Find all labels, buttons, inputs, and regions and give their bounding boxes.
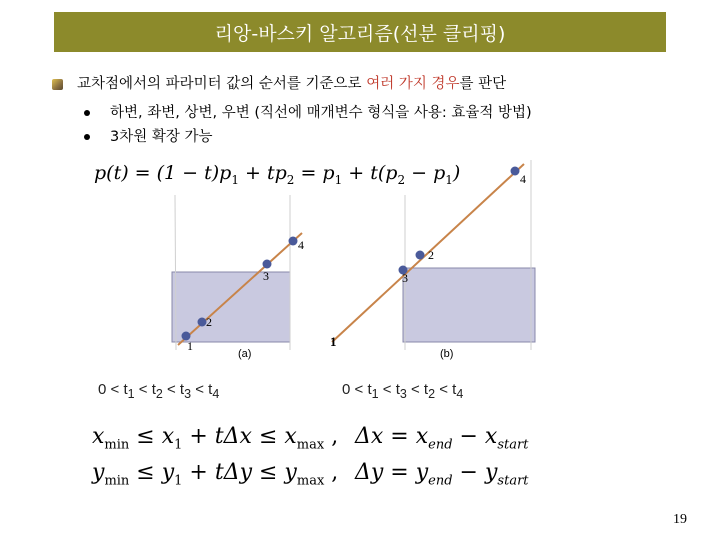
caption-a: (a): [238, 348, 252, 360]
eq-sub: 2: [397, 173, 406, 187]
main-bullet-text-before: 교차점에서의 파라미터 값의 순서를 기준으로: [77, 76, 367, 92]
eq-dy-sub: start: [497, 473, 529, 489]
point-a-4: [289, 237, 298, 246]
order-b-lt: <: [382, 381, 392, 398]
main-bullet-highlight: 여러 가지 경우: [366, 76, 460, 92]
order-a-lt: <: [166, 381, 176, 398]
order-b-t: t: [452, 381, 457, 398]
sub-bullet-dot-icon: [84, 110, 90, 116]
eq-sub: 1: [334, 173, 343, 187]
y-delta-equation: [355, 460, 529, 488]
eq-sub: 2: [286, 173, 295, 187]
eq-dx-sub: start: [497, 437, 529, 453]
order-b-t: t: [423, 381, 429, 398]
order-a-t: t: [123, 381, 128, 398]
sub-bullet-2: [84, 125, 213, 146]
point-b-2: [416, 251, 425, 260]
order-a: [98, 381, 219, 401]
label-b-3: 3: [402, 271, 408, 285]
order-a-sub: 3: [184, 387, 192, 401]
eq-dy-sub: end: [428, 473, 453, 489]
sub-bullet-1: [84, 101, 532, 122]
order-a-t: t: [208, 381, 213, 398]
eq-y-part: ≤ y: [129, 460, 175, 485]
clip-window-b: [403, 268, 535, 342]
eq-y-sub: max: [296, 473, 325, 489]
eq-sub: 1: [231, 173, 239, 187]
eq-dx-part: − x: [452, 424, 498, 449]
order-a-sub: 4: [212, 387, 220, 401]
eq-y-var: y: [92, 460, 105, 485]
order-b: [342, 381, 463, 401]
label-b-4: 4: [520, 172, 526, 186]
order-a-zero: 0: [98, 381, 107, 398]
x-constraint-equation: [92, 424, 338, 452]
order-b-sub: 3: [399, 387, 407, 401]
eq-x-sub: 1: [174, 437, 183, 453]
eq-part: + tp: [238, 162, 287, 184]
eq-dy-part: − y: [452, 460, 498, 485]
sub-bullet-dot-icon: [84, 134, 90, 140]
order-b-t: t: [367, 381, 372, 398]
order-a-sub: 2: [155, 387, 163, 401]
bullet-marker-icon: [52, 79, 63, 90]
clipping-figure: [80, 150, 540, 372]
eq-part: = p: [294, 162, 335, 184]
order-b-zero: 0: [342, 381, 351, 398]
point-a-3: [263, 260, 272, 269]
order-a-sub: 1: [127, 387, 135, 401]
label-b-2: 2: [428, 248, 434, 262]
sub-bullet-2-text: 3차원 확장 가능: [110, 129, 213, 145]
eq-y-sub: min: [104, 473, 130, 489]
caption-b: (b): [440, 348, 454, 360]
eq-x-sub: max: [296, 437, 325, 453]
eq-y-sub: 1: [174, 473, 183, 489]
order-b-sub: 4: [456, 387, 464, 401]
eq-part: − p: [405, 162, 446, 184]
eq-part: p(t) = (1 − t)p: [94, 162, 232, 184]
y-constraint-equation: [92, 460, 338, 488]
order-b-lt: <: [354, 381, 364, 398]
eq-dy-part: Δy = y: [355, 460, 429, 485]
eq-y-part: + tΔy ≤ y: [182, 460, 297, 485]
clip-window-a: [172, 272, 290, 342]
point-b-4: [511, 167, 520, 176]
main-bullet-text-after: 를 판단: [459, 76, 507, 92]
label-a-4: 4: [298, 238, 304, 252]
order-b-sub: 2: [428, 387, 436, 401]
order-b-lt: <: [410, 381, 420, 398]
eq-x-comma: ,: [324, 424, 339, 449]
order-b-lt: <: [439, 381, 448, 398]
eq-part: ): [452, 162, 461, 184]
eq-part: + t(p: [342, 162, 398, 184]
page-number: 19: [673, 512, 687, 527]
eq-sub: 1: [445, 173, 453, 187]
eq-x-sub: min: [104, 437, 130, 453]
parametric-equation: [94, 162, 460, 187]
order-a-t: t: [151, 381, 156, 398]
eq-y-comma: ,: [324, 460, 339, 485]
order-b-t: t: [395, 381, 400, 398]
eq-x-part: ≤ x: [129, 424, 175, 449]
label-a-3: 3: [263, 269, 269, 283]
eq-dx-part: Δx = x: [355, 424, 429, 449]
eq-dx-sub: end: [428, 437, 453, 453]
order-a-t: t: [179, 381, 185, 398]
sub-bullet-1-text: 하변, 좌변, 상변, 우변 (직선에 매개변수 형식을 사용: 효율적 방법): [110, 105, 532, 121]
order-a-lt: <: [195, 381, 204, 398]
label-a-2: 2: [206, 315, 212, 329]
order-b-sub: 1: [371, 387, 379, 401]
main-bullet: [52, 72, 506, 93]
label-b-1: 1: [330, 334, 337, 349]
slide-title: 리앙-바스키 알고리즘(선분 클리핑): [54, 12, 666, 52]
eq-x-var: x: [92, 424, 105, 449]
order-a-lt: <: [138, 381, 148, 398]
x-delta-equation: [355, 424, 528, 452]
label-a-1: 1: [187, 339, 193, 353]
eq-x-part: + tΔx ≤ x: [182, 424, 297, 449]
order-a-lt: <: [110, 381, 120, 398]
